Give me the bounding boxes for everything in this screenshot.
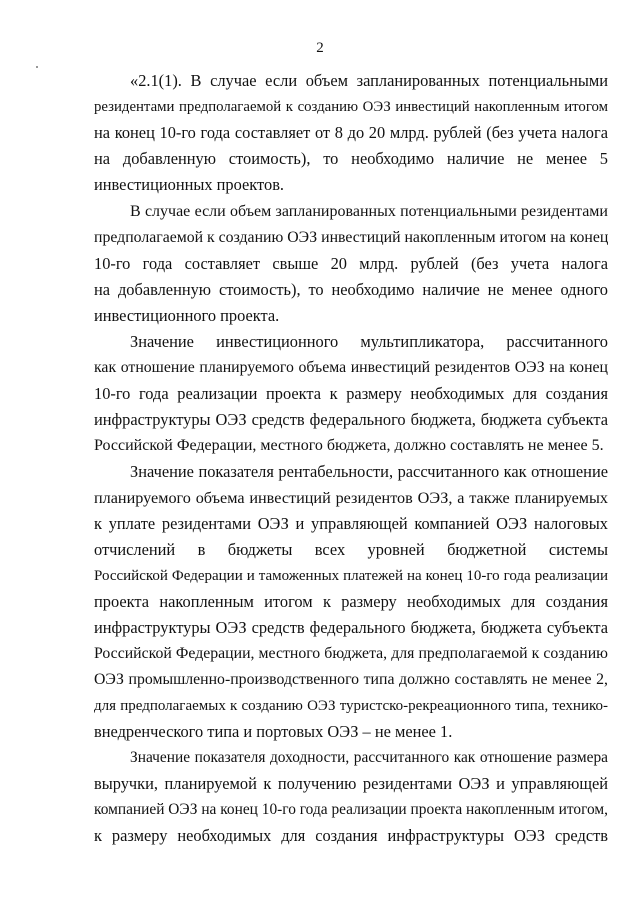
paragraph-3-line-5: Российской Федерации, местного бюджета, должно составлять не менее 5.: [94, 437, 604, 454]
paragraph-4-line-11: внедренческого типа и портовых ОЭЗ – не менее 1.: [94, 722, 453, 741]
paragraph-4-line-3: к уплате резидентами ОЭЗ и управляющей компанией ОЭЗ налоговых: [94, 514, 608, 533]
paragraph-1-line-2: резидентами предполагаемой к созданию ОЭЗ инвестиций накопленным итогом: [94, 99, 608, 115]
paragraph-1-line-1: «2.1(1). В случае если объем запланированных потенциальными: [130, 71, 608, 90]
paragraph-3-line-2: как отношение планируемого объема инвестиций резидентов ОЭЗ на конец: [94, 359, 608, 376]
paragraph-4-line-1: Значение показателя рентабельности, рассчитанного как отношение: [130, 462, 608, 481]
paragraph-2-line-3: 10-го года составляет свыше 20 млрд. рублей (без учета налога: [94, 254, 608, 273]
page-number: 2: [316, 40, 324, 56]
paragraph-1-line-3: на конец 10-го года составляет от 8 до 20 млрд. рублей (без учета налога: [94, 123, 608, 142]
paragraph-4-line-10: для предполагаемых к созданию ОЭЗ туристско-рекреационного типа, технико-: [94, 698, 608, 714]
paragraph-2-line-4: на добавленную стоимость), то необходимо наличие не менее одного: [94, 280, 608, 299]
paragraph-2-line-5: инвестиционного проекта.: [94, 306, 280, 325]
paragraph-5-line-4: к размеру необходимых для создания инфраструктуры ОЭЗ средств: [94, 826, 608, 845]
paragraph-3-line-4: инфраструктуры ОЭЗ средств федерального бюджета, бюджета субъекта: [94, 410, 608, 429]
paragraph-4-line-5: Российской Федерации и таможенных платежей на конец 10-го года реализации: [94, 568, 608, 584]
paragraph-1-line-4: на добавленную стоимость), то необходимо наличие не менее 5: [94, 149, 608, 168]
paragraph-1-line-5: инвестиционных проектов.: [94, 175, 285, 194]
paragraph-5-line-1: Значение показателя доходности, рассчитанного как отношение размера: [130, 749, 608, 766]
paragraph-3-line-3: 10-го года реализации проекта к размеру необходимых для создания: [94, 384, 608, 403]
paragraph-4-line-6: проекта накопленным итогом к размеру необходимых для создания: [94, 592, 608, 611]
paragraph-3-line-1: Значение инвестиционного мультипликатора, рассчитанного: [130, 332, 608, 351]
paragraph-4-line-7: инфраструктуры ОЭЗ средств федерального бюджета, бюджета субъекта: [94, 618, 608, 637]
paragraph-2-line-2: предполагаемой к созданию ОЭЗ инвестиций накопленным итогом на конец: [94, 229, 609, 246]
scan-speck: [36, 66, 38, 68]
paragraph-4-line-8: Российской Федерации, местного бюджета, для предполагаемой к созданию: [94, 645, 608, 662]
paragraph-4-line-9: ОЭЗ промышленно-производственного типа должно составлять не менее 2,: [94, 671, 608, 688]
paragraph-4-line-4: отчислений в бюджеты всех уровней бюджетной системы: [94, 540, 608, 559]
paragraph-2-line-1: В случае если объем запланированных потенциальными резидентами: [130, 203, 608, 220]
paragraph-5-line-3: компанией ОЭЗ на конец 10-го года реализации проекта накопленным итогом,: [94, 801, 609, 818]
paragraph-4-line-2: планируемого объема инвестиций резидентов ОЭЗ, а также планируемых: [94, 489, 608, 507]
paragraph-5-line-2: выручки, планируемой к получению резидентами ОЭЗ и управляющей: [94, 774, 608, 793]
